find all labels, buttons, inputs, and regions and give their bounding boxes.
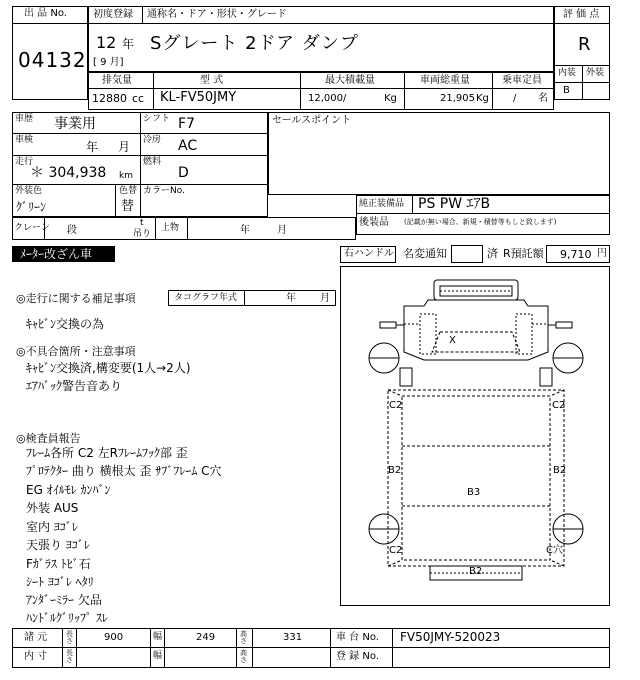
inspector-line: EG ｵｲﾙﾓﾚ ｶﾝﾊﾞﾝ xyxy=(26,483,111,497)
inspector-line: 室内 ﾖｺﾞﾚ xyxy=(26,520,78,534)
displacement-unit: cc xyxy=(132,92,145,105)
capacity-value: 12,000 xyxy=(308,93,343,104)
name-change-label: 名変通知 xyxy=(403,247,447,260)
capacity-sep: / xyxy=(343,93,347,104)
height-value: 331 xyxy=(283,632,303,643)
width-label: 幅 xyxy=(153,632,163,642)
mark-cab: X xyxy=(449,335,456,346)
mark-right-upper: C2 xyxy=(552,400,566,411)
truck-diagram xyxy=(340,266,610,606)
mark-left-lower: C2 xyxy=(389,545,403,556)
inspector-line: ﾌﾚｰﾑ各所 C2 左Rﾌﾚｰﾑﾌｯｸ部 歪 xyxy=(26,446,188,460)
first-reg-label: 初度登録 xyxy=(93,9,133,20)
aftermarket-note: (記載が無い場合、新規・積替等もしと致します) xyxy=(404,218,557,226)
inspector-line: Fｶﾞﾗｽ ﾄﾋﾞ石 xyxy=(26,557,91,571)
equipment-value: PS PW ｴｱB xyxy=(418,196,491,212)
model-value: KL-FV50JMY xyxy=(160,90,237,105)
length-value: 900 xyxy=(104,632,124,643)
fuel-value: D xyxy=(178,165,189,181)
inspector-line: ﾌﾟﾛﾃｸﾀｰ 曲り 横根太 歪 ｻﾌﾞﾌﾚｰﾑ C穴 xyxy=(26,464,222,478)
gross-weight-unit: Kg xyxy=(476,93,489,104)
mileage-label: 走行 xyxy=(15,157,34,167)
mark-left-upper: C2 xyxy=(389,400,403,411)
color-change-label: 色替 xyxy=(119,186,138,196)
lot-label: 出 品 No. xyxy=(24,8,67,19)
inspection-year: 年 xyxy=(86,140,99,154)
exterior-color-label: 外装色 xyxy=(15,186,43,196)
interior-label: 内装 xyxy=(558,68,577,78)
displacement-value: 12880 xyxy=(92,92,127,105)
inner-label: 内 寸 xyxy=(24,651,48,662)
passengers-label: 乗車定員 xyxy=(502,75,542,86)
right-handle-label: 右ハンドル xyxy=(344,248,394,259)
exterior-label: 外装 xyxy=(586,68,605,78)
passengers-unit: 名 xyxy=(538,93,548,104)
capacity-unit: Kg xyxy=(384,93,397,104)
inspector-line: 外装 AUS xyxy=(26,501,79,515)
defects-line: ｷｬﾋﾞﾝ交換済,構変要(1人→2人) xyxy=(26,361,191,375)
month-value: [ 9 月] xyxy=(93,57,124,68)
mileage-value: ＊ 304,938 xyxy=(30,165,107,181)
inner-length-label: 長さ xyxy=(66,649,73,664)
inspector-header: ◎検査員報告 xyxy=(16,432,81,445)
defects-header: ◎不具合箇所・注意事項 xyxy=(16,345,136,358)
mark-right-lower: C穴 xyxy=(546,545,563,556)
displacement-label: 排気量 xyxy=(102,75,132,86)
defects-line: ｴｱﾊﾞｯｸ警告音あり xyxy=(26,379,123,393)
inspection-label: 車検 xyxy=(15,135,34,145)
year-value: 12 xyxy=(96,33,117,52)
length-label: 長さ xyxy=(66,630,73,645)
mark-left-mid: B2 xyxy=(388,465,402,476)
mark-center: B3 xyxy=(467,487,481,498)
crane-lift-t: t xyxy=(140,218,144,228)
aftermarket-label: 後装品 xyxy=(359,217,389,228)
recycle-label: 済 xyxy=(487,247,498,260)
mileage-unit: km xyxy=(119,171,133,181)
specs-box xyxy=(88,72,554,110)
crane-lift: 吊り xyxy=(133,229,152,239)
ac-value: AC xyxy=(178,138,198,154)
crane-step: 段 xyxy=(67,225,77,236)
driving-note: ｷｬﾋﾞﾝ交換の為 xyxy=(26,317,105,331)
upper-year: 年 xyxy=(240,225,250,236)
year-unit: 年 xyxy=(122,37,135,51)
interior-value: B xyxy=(563,85,570,96)
recycle-fee-unit: 円 xyxy=(597,248,607,259)
title-label: 通称名・ドア・形状・グレード xyxy=(147,9,287,20)
shift-label: シフト xyxy=(143,114,171,124)
recycle-fee-label: R預託額 xyxy=(503,247,544,260)
sales-point-label: セールスポイント xyxy=(272,115,352,126)
driving-header: ◎走行に関する補足事項 xyxy=(16,292,136,305)
inspector-line: ｼｰﾄ ﾖｺﾞﾚ ﾍﾀﾘ xyxy=(26,575,94,589)
history-label: 車歴 xyxy=(15,114,34,124)
shift-value: F7 xyxy=(178,116,195,132)
height-label: 高さ xyxy=(240,630,247,645)
model-label: 型 式 xyxy=(200,75,224,86)
ac-label: 冷房 xyxy=(143,135,162,145)
history-value: 事業用 xyxy=(54,116,96,132)
inspector-line: 天張り ﾖｺﾞﾚ xyxy=(26,538,90,552)
crane-label: クレーン xyxy=(14,223,50,233)
inner-height-label: 高さ xyxy=(240,649,247,664)
specs-label: 諸 元 xyxy=(24,632,48,643)
color-change-value: 替 xyxy=(121,199,135,214)
mark-bottom: B2 xyxy=(469,566,483,577)
chassis-label: 車 台 No. xyxy=(336,632,379,643)
tacho-month: 月 xyxy=(320,293,330,304)
meter-tamper-text: ﾒｰﾀｰ改ざん車 xyxy=(20,247,93,261)
lot-number: 04132 xyxy=(18,48,87,72)
inspection-month: 月 xyxy=(118,140,131,154)
crane-row xyxy=(12,217,356,240)
inspector-line: ﾊﾝﾄﾞﾙｸﾞﾘｯﾌﾟ ｽﾚ xyxy=(26,611,108,625)
name-change-box xyxy=(451,245,483,263)
passengers-sep: / xyxy=(513,93,517,104)
gross-weight-label: 車両総重量 xyxy=(420,75,470,86)
recycle-fee-value: 9,710 xyxy=(560,248,592,261)
upper-label: 上物 xyxy=(161,223,180,233)
capacity-label: 最大積載量 xyxy=(325,75,375,86)
inner-width-label: 幅 xyxy=(153,651,163,661)
vehicle-name: Sグレート 2ドア ダンプ xyxy=(150,33,359,54)
upper-month: 月 xyxy=(277,225,287,236)
grade-label: 評 価 点 xyxy=(563,9,600,20)
grade-value: R xyxy=(578,34,591,55)
footer-table xyxy=(12,628,610,668)
reg-label: 登 録 No. xyxy=(336,651,379,662)
chassis-value: FV50JMY-520023 xyxy=(400,630,501,644)
inspector-line: ｱﾝﾀﾞｰﾐﾗｰ 欠品 xyxy=(26,593,102,607)
color-no-label: カラーNo. xyxy=(143,186,185,196)
tacho-label: タコグラフ年式 xyxy=(174,293,238,303)
fuel-label: 燃料 xyxy=(143,157,162,167)
equipment-label: 純正装備品 xyxy=(359,199,405,209)
mark-right-mid: B2 xyxy=(553,465,567,476)
tacho-year: 年 xyxy=(286,293,296,304)
gross-weight-value: 21,905 xyxy=(440,93,475,104)
width-value: 249 xyxy=(196,632,216,643)
exterior-color-value: ｸﾞﾘｰﾝ xyxy=(16,200,47,214)
